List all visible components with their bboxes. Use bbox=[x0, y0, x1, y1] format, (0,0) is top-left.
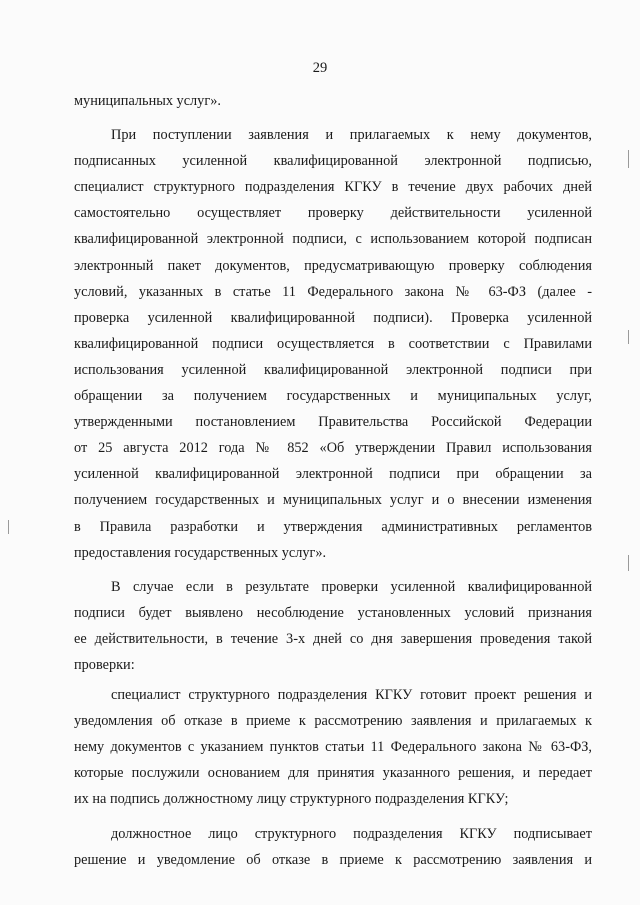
text-line: проверка усиленной квалифицированной подписи). Проверка усиленной bbox=[74, 309, 592, 326]
text-line: В случае если в результате проверки усиленной квалифицированной bbox=[111, 578, 592, 595]
text-line: электронный пакет документов, предусматривающую проверку соблюдения bbox=[74, 257, 592, 274]
text-line: самостоятельно осуществляет проверку действительности усиленной bbox=[74, 205, 592, 222]
text-line: использования усиленной квалифицированной электронной подписи при bbox=[74, 361, 592, 378]
page-number: 29 bbox=[312, 60, 328, 76]
text-line: которые послужили основанием для принятия указанного решения, и передает bbox=[74, 765, 592, 782]
text-line: решение и уведомление об отказе в приеме к рассмотрению заявления и bbox=[74, 851, 592, 868]
text-line: обращении за получением государственных и муниципальных услуг, bbox=[74, 388, 592, 405]
text-line: муниципальных услуг». bbox=[74, 93, 221, 109]
text-line: должностное лицо структурного подразделения КГКУ подписывает bbox=[111, 825, 592, 842]
text-line: ее действительности, в течение 3-х дней со дня завершения проведения такой bbox=[74, 630, 592, 647]
scan-edge-mark bbox=[628, 150, 629, 168]
text-line: от 25 августа 2012 года № 852 «Об утверждении Правил использования bbox=[74, 440, 592, 457]
text-line: специалист структурного подразделения КГКУ готовит проект решения и bbox=[111, 687, 592, 704]
scan-edge-mark bbox=[628, 330, 629, 344]
text-line: При поступлении заявления и прилагаемых к нему документов, bbox=[111, 127, 592, 144]
text-line: нему документов с указанием пунктов статьи 11 Федерального закона № 63-ФЗ, bbox=[74, 739, 592, 756]
text-line: условий, указанных в статье 11 Федерального закона № 63-ФЗ (далее - bbox=[74, 283, 592, 300]
scan-edge-mark bbox=[8, 520, 9, 534]
scan-edge-mark bbox=[628, 555, 629, 571]
text-line: предоставления государственных услуг». bbox=[74, 544, 327, 561]
text-line: подписи будет выявлено несоблюдение установленных условий признания bbox=[74, 604, 592, 621]
text-line: усиленной квалифицированной электронной подписи при обращении за bbox=[74, 466, 592, 483]
document-body bbox=[74, 88, 592, 873]
text-line: специалист структурного подразделения КГКУ в течение двух рабочих дней bbox=[74, 179, 592, 196]
text-line: утвержденными постановлением Правительства Российской Федерации bbox=[74, 414, 592, 431]
text-line: получением государственных и муниципальных услуг и о внесении изменения bbox=[74, 492, 592, 509]
text-line: в Правила разработки и утверждения административных регламентов bbox=[74, 518, 592, 535]
text-line: квалифицированной подписи осуществляется в соответствии с Правилами bbox=[74, 335, 592, 352]
text-line: уведомления об отказе в приеме к рассмотрению заявления и прилагаемых к bbox=[74, 713, 592, 730]
text-line: квалифицированной электронной подписи, с использованием которой подписан bbox=[74, 231, 592, 248]
text-line: их на подпись должностному лицу структурного подразделения КГКУ; bbox=[74, 791, 509, 808]
text-line: проверки: bbox=[74, 656, 135, 673]
text-line: подписанных усиленной квалифицированной электронной подписью, bbox=[74, 153, 592, 170]
